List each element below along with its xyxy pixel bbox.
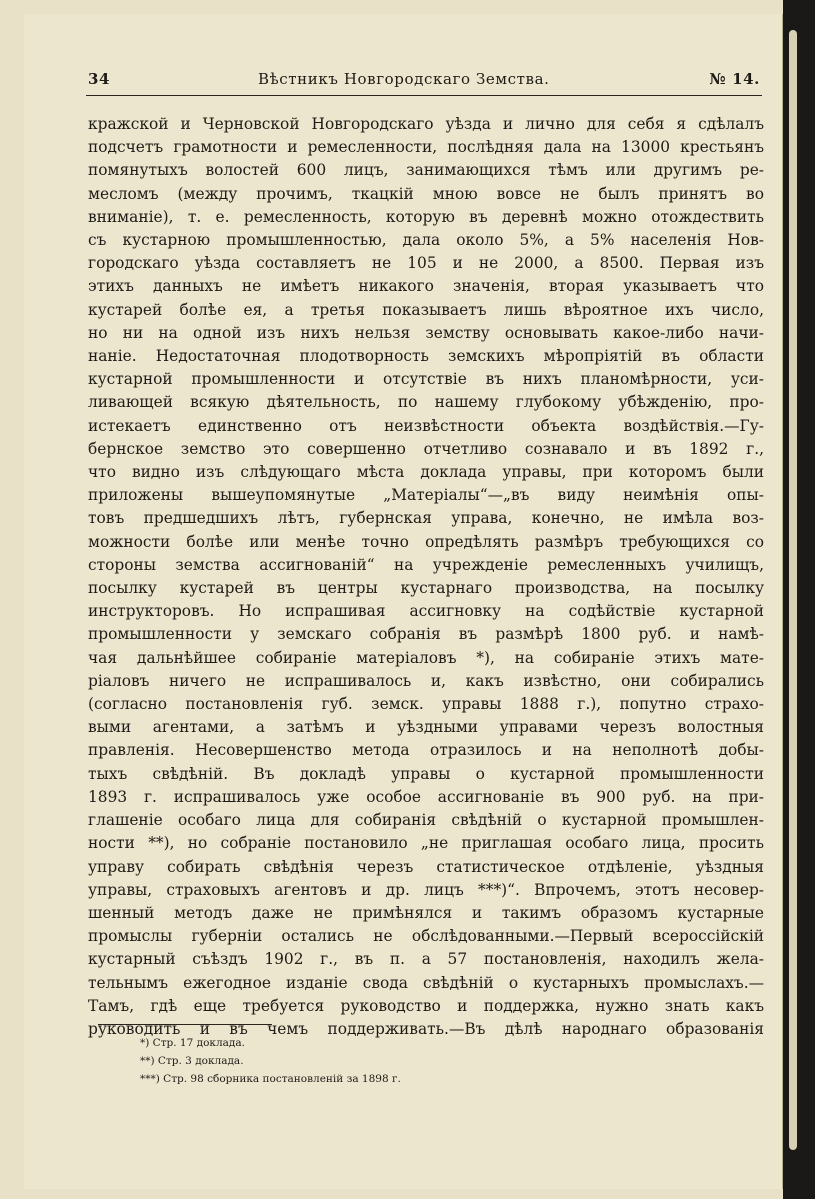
footnote-rule: [98, 1024, 272, 1025]
text-line: кустарей болѣе ея, а третья показываетъ лишь вѣроятное ихъ число,: [88, 300, 764, 319]
text-line: тельнымъ ежегодное изданіе свода свѣдѣній о кустарныхъ промыслахъ.—: [88, 973, 764, 992]
text-line: истекаетъ единственно отъ неизвѣстности объекта воздѣйствія.—Гу-: [88, 416, 764, 435]
text-line: тыхъ свѣдѣній. Въ докладѣ управы о кустарной промышленности: [88, 764, 764, 783]
text-line: но ни на одной изъ нихъ нельзя земству основывать какое-либо начи-: [88, 323, 764, 342]
text-line: ливающей всякую дѣятельность, по нашему глубокому убѣжденію, про-: [88, 393, 764, 412]
text-line: приложены вышеупомянутые „Матеріалы“—„въ виду неимѣнія опы-: [88, 486, 764, 505]
text-line: чая дальнѣйшее собираніе матеріаловъ *), на собираніе этихъ мате-: [88, 648, 764, 667]
text-line: выми агентами, а затѣмъ и уѣздными управами черезъ волостныя: [88, 718, 764, 737]
text-line: стороны земства ассигнованій“ на учрежденіе ремесленныхъ училищъ,: [88, 555, 764, 574]
page-number: 34: [88, 70, 111, 88]
text-line: управы, страховыхъ агентовъ и др. лицъ ***)“. Впрочемъ, этотъ несовер-: [88, 880, 764, 899]
body-text: [88, 113, 764, 1041]
text-line: помянутыхъ волостей 600 лицъ, занимающихся тѣмъ или другимъ ре-: [88, 161, 764, 180]
text-line: управу собирать свѣдѣнія черезъ статистическое отдѣленіе, уѣздныя: [88, 857, 764, 876]
text-line: инструкторовъ. Но испрашивая ассигновку на содѣйствіе кустарной: [88, 602, 764, 621]
footnote: **) Стр. 3 доклада.: [140, 1055, 244, 1067]
text-line: месломъ (между прочимъ, ткацкій мною вовсе не былъ принятъ во: [88, 184, 764, 203]
text-line: съ кустарною промышленностью, дала около 5%, а 5% населенія Нов-: [88, 231, 764, 250]
text-line: промыслы губерніи остались не обслѣдованными.—Первый всероссійскій: [88, 927, 764, 946]
text-line: глашеніе особаго лица для собиранія свѣдѣній о кустарной промышлен-: [88, 811, 764, 830]
footnote: *) Стр. 17 доклада.: [140, 1037, 245, 1049]
footnotes: [140, 1034, 540, 1088]
text-line: кустарной промышленности и отсутствіе въ нихъ планомѣрности, уси-: [88, 370, 764, 389]
footnote: ***) Стр. 98 сборника постановленій за 1898 г.: [140, 1073, 401, 1085]
text-line: Тамъ, гдѣ еще требуется руководство и поддержка, нужно знать какъ: [88, 996, 764, 1015]
text-line: кражской и Черновской Новгородскаго уѣзда и лично для себя я сдѣлалъ: [88, 115, 764, 133]
text-line: товъ предшедшихъ лѣтъ, губернская управа, конечно, не имѣла воз-: [88, 509, 764, 528]
text-line: (согласно постановленія губ. земск. управы 1888 г.), попутно страхо-: [88, 695, 764, 714]
text-line: можности болѣе или менѣе точно опредѣлять размѣръ требующихся со: [88, 532, 764, 551]
text-line: что видно изъ слѣдующаго мѣста доклада управы, при которомъ были: [88, 463, 764, 482]
adjacent-page-edge: [783, 0, 815, 1199]
text-line: бернское земство это совершенно отчетливо сознавало и въ 1892 г.,: [88, 439, 764, 458]
text-line: ріаловъ ничего не испрашивалось и, какъ извѣстно, они собирались: [88, 671, 764, 690]
text-line: руководить и въ чемъ поддерживать.—Въ дѣлѣ народнаго образованія: [88, 1019, 764, 1038]
issue-number: № 14.: [709, 70, 760, 88]
text-line: ности **), но собраніе постановило „не приглашая особаго лица, просить: [88, 834, 764, 853]
text-line: этихъ данныхъ не имѣетъ никакого значенія, вторая указываетъ что: [88, 277, 764, 296]
text-line: наніе. Недостаточная плодотворность земскихъ мѣропріятій въ области: [88, 347, 764, 366]
text-line: посылку кустарей въ центры кустарнаго производства, на посылку: [88, 579, 764, 598]
text-line: промышленности у земскаго собранія въ размѣрѣ 1800 руб. и намѣ-: [88, 625, 764, 644]
text-line: 1893 г. испрашивалось уже особое ассигнованіе въ 900 руб. на при-: [88, 787, 764, 806]
header-rule: [86, 95, 762, 96]
text-line: городскаго уѣзда составляетъ не 105 и не 2000, а 8500. Первая изъ: [88, 254, 764, 273]
text-line: вниманіе), т. е. ремесленность, которую въ деревнѣ можно отождествить: [88, 207, 764, 226]
text-line: кустарный съѣздъ 1902 г., въ п. а 57 постановленія, находилъ жела-: [88, 950, 764, 969]
running-header: [88, 70, 760, 94]
text-line: шенный методъ даже не примѣнялся и такимъ образомъ кустарные: [88, 903, 764, 922]
text-line: правленія. Несовершенство метода отразилось и на неполнотѣ добы-: [88, 741, 764, 760]
journal-title: Вѣстникъ Новгородскаго Земства.: [258, 70, 550, 88]
text-line: подсчетъ грамотности и ремесленности, послѣдняя дала на 13000 крестьянъ: [88, 138, 764, 157]
